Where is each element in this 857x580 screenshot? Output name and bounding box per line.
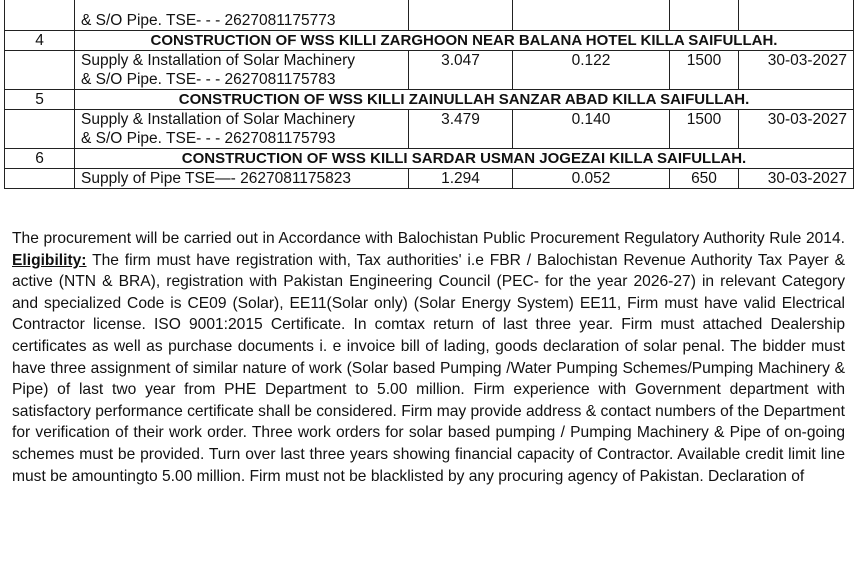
item-desc-line2: & S/O Pipe. TSE- - - 2627081175793 [81,130,336,147]
item-desc-line1: Supply of Pipe TSE—- 2627081175823 [81,170,352,187]
paragraph-intro: The procurement will be carried out in Accordance with Balochistan Public Procurement Regulatory Authority Rule 2014. [12,230,845,247]
item-desc-line1 [81,0,402,11]
table-row-heading [5,31,854,51]
eligibility-paragraph [12,228,845,487]
scheme-heading: CONSTRUCTION OF WSS KILLI SARDAR USMAN JOGEZAI KILLA SAIFULLAH. [75,149,854,169]
item-description [75,110,409,149]
tender-fee: 1500 [670,110,739,149]
sr-cell [5,110,75,149]
serial-number: 5 [5,90,75,110]
estimated-cost: 3.047 [409,51,513,90]
serial-number: 4 [5,31,75,51]
scheme-heading: CONSTRUCTION OF WSS KILLI ZAINULLAH SANZAR ABAD KILLA SAIFULLAH. [75,90,854,110]
table-row-partial [5,0,854,31]
table-row-item [5,169,854,189]
item-desc-line1: Supply & Installation of Solar Machinery [81,111,355,128]
paragraph-body: The firm must have registration with, Tax authorities' i.e FBR / Balochistan Revenue Authority Tax Payer & active (NTN & BRA), registration with Pakistan Engineering Council (PEC- for the year 2026-27) in relevant Category and specialized Code is CE09 (Solar), EE11(Solar only) (Solar Energy System) EE11, Firm must have valid Electrical Contractor license. ISO 9001:2015 Certificate. In comtax return of last three year. Firm must attached Dealership certificates as well as purchase documents i. e invoice bill of lading, goods declaration of solar penal. The bidder must have three assignment of similar nature of work (Solar based Pumping /Water Pumping Schemes/Pumping Machinery & Pipe) of last two year from PHE Department to 5.00 million. Firm experience with Government department with satisfactory performance certificate shall be considered. Firm may provide address & contact numbers of the Department for verification of their work order. Three work orders for solar based pumping / Pumping Machinery & Pipe of on-going schemes must be provided. Turn over last three years showing financial capacity of Contractor. Available credit limit line must be amountingto 5.00 million. Firm must not be blacklisted by any procuring agency of Pakistan. Declaration of [12,251,845,485]
tender-fee: 650 [670,169,739,189]
sr-cell [5,0,75,31]
fee-cell [670,0,739,31]
item-desc-line2: & S/O Pipe. TSE- - - 2627081175773 [81,12,336,29]
earnest-cell [513,0,670,31]
sr-cell [5,51,75,90]
item-description [75,0,409,31]
table-row-heading [5,149,854,169]
completion-date: 30-03-2027 [739,169,854,189]
cost-cell [409,0,513,31]
table-row-heading [5,90,854,110]
eligibility-label: Eligibility: [12,251,87,269]
tender-fee: 1500 [670,51,739,90]
earnest-money: 0.052 [513,169,670,189]
table-row-item [5,51,854,90]
completion-date: 30-03-2027 [739,110,854,149]
completion-date: 30-03-2027 [739,51,854,90]
date-cell [739,0,854,31]
tender-table [4,0,854,189]
earnest-money: 0.140 [513,110,670,149]
earnest-money: 0.122 [513,51,670,90]
item-desc-line1: Supply & Installation of Solar Machinery [81,52,355,69]
table-row-item [5,110,854,149]
item-description [75,51,409,90]
estimated-cost: 3.479 [409,110,513,149]
item-description [75,169,409,189]
estimated-cost: 1.294 [409,169,513,189]
serial-number: 6 [5,149,75,169]
sr-cell [5,169,75,189]
item-desc-line2: & S/O Pipe. TSE- - - 2627081175783 [81,71,336,88]
scheme-heading: CONSTRUCTION OF WSS KILLI ZARGHOON NEAR BALANA HOTEL KILLA SAIFULLAH. [75,31,854,51]
